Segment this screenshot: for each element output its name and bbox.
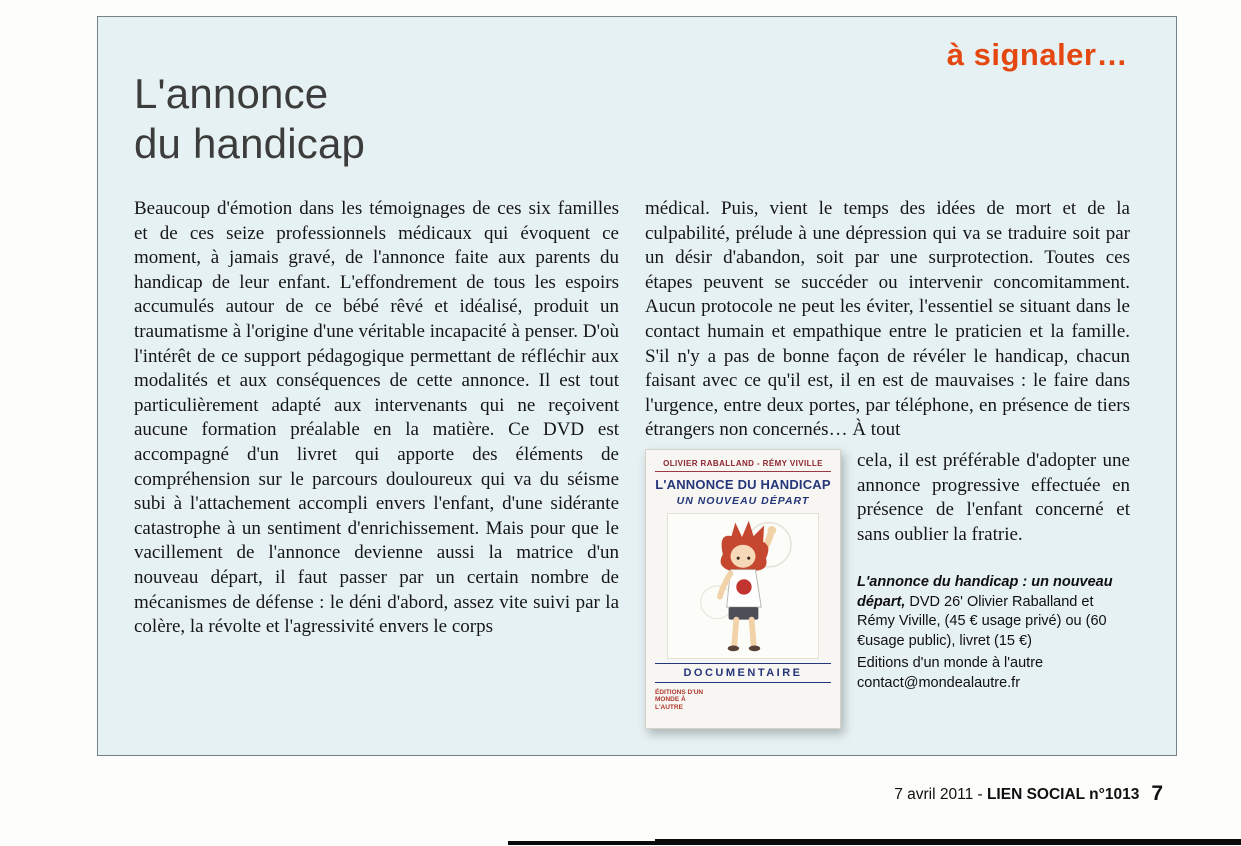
dvd-cover-illustration [667,513,819,659]
page-number: 7 [1151,782,1163,805]
media-row [645,449,1130,729]
caption-main [857,573,1130,651]
dvd-cover-title: L'ANNONCE DU HANDICAP [655,476,831,492]
caption-contact: contact@mondealautre.fr [857,674,1021,691]
dvd-caption [857,573,1130,693]
article-title [134,69,365,169]
publisher-logo: ÉDITIONS D'UN MONDE À L'AUTRE [655,688,704,711]
dvd-cover-subtitle: UN NOUVEAU DÉPART [676,494,810,507]
dvd-cover-genre: DOCUMENTAIRE [655,663,831,683]
article-body [134,197,1130,729]
scan-artifact-line [508,841,1241,845]
footer-date: 7 avril 2011 - [894,786,987,803]
section-label: à signaler… [946,37,1128,72]
article-title-line2: du handicap [134,120,366,167]
right-column-text-top: médical. Puis, vient le temps des idées de mort et de la culpabilité, prélude à une dépression qui va se traduire soit par un désir d'abandon, soit par une surprotection. Toutes ces étapes peuvent se succéder ou intervenir concomitamment. Aucun protocole ne peut les éviter, l'essentiel se situant dans le contact humain et empathique entre le praticien et la famille. S'il n'y a pas de bonne façon de révéler le handicap, chacun faisant avec ce qu'il est, il en est de mauvaises : le faire dans l'urgence, entre deux portes, par téléphone, en présence de tiers étrangers non concernés… À tout [645,198,1130,441]
footer-journal: LIEN SOCIAL n°1013 [986,786,1140,803]
right-column [645,197,1130,729]
article-panel [97,16,1177,756]
right-column-text-wrap: cela, il est préférable d'adopter une annonce progressive effectuée en présence de l'enfant concerné et sans oublier la fratrie. [857,449,1130,545]
dvd-cover [645,449,841,729]
girl-drawing-icon [668,514,818,658]
page-footer [894,781,1163,805]
caption-publisher: Editions d'un monde à l'autre [857,655,1044,672]
caption-title: L'annonce du handicap : un nouveau départ, [857,574,1113,610]
article-title-line1: L'annonce [134,70,329,117]
dvd-cover-authors: OLIVIER RABALLAND - RÉMY VIVILLE [655,459,831,472]
wrap-and-caption [857,449,1130,693]
left-column-text: Beaucoup d'émotion dans les témoignages de ces six familles et de ces seize professionnels médicaux qui évoquent ce moment, à jamais gravé, de l'annonce faite aux parents du handicap de leur enfant. L'effondrement de tous les espoirs accumulés autour de ce bébé rêvé et idéalisé, produit un traumatisme à l'origine d'une véritable incapacité à penser. D'où l'intérêt de ce support pédagogique permettant de réfléchir aux modalités et aux conséquences de cette annonce. Il est tout particulièrement adapté aux intervenants qui ne reçoivent aucune formation préalable en la matière. Ce DVD est accompagné d'un livret qui apporte des éléments de compréhension sur le parcours douloureux qui va du séisme subi à l'attachement accompli envers l'enfant, d'une sidérante catastrophe à un sentiment d'enrichissement. Mais pour que le vacillement de l'annonce devienne aussi la matrice d'un nouveau départ, il faut passer par un certain nombre de mécanismes de défense : le déni d'abord, assez vite suivi par la colère, la révolte et l'agressivité envers le corps [134,198,619,638]
caption-details: DVD 26' Olivier Raballand et Rémy Viville, (45 € usage privé) ou (60 €usage public), livret (15 €) [857,593,1107,649]
